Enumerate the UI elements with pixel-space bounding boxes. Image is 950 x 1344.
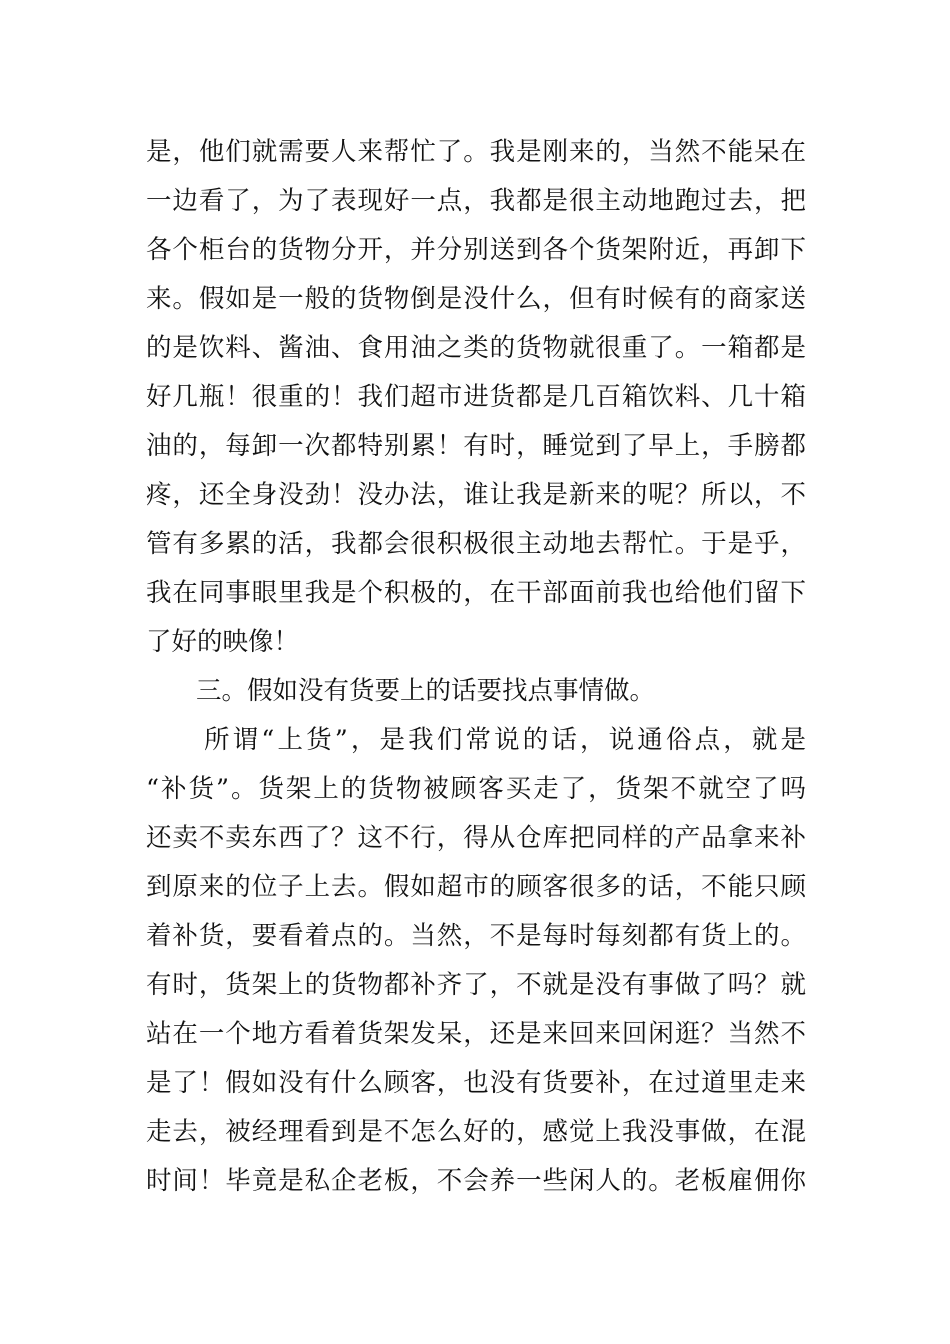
text-line: 站在一个地方看着货架发呆，还是来回来回闲逛？当然不 [146, 1019, 806, 1049]
text-line: 了好的映像！ [146, 627, 300, 657]
text-line: 到原来的位子上去。假如超市的顾客很多的话，不能只顾 [146, 872, 806, 902]
text-line: 来。假如是一般的货物倒是没什么，但有时候有的商家送 [146, 284, 806, 314]
text-line: 管有多累的活，我都会很积极很主动地去帮忙。于是乎， [146, 529, 806, 559]
text-line: 是了！假如没有什么顾客，也没有货要补，在过道里走来 [146, 1068, 806, 1098]
text-line: 的是饮料、酱油、食用油之类的货物就很重了。一箱都是 [146, 333, 806, 363]
text-line: 一边看了，为了表现好一点，我都是很主动地跑过去，把 [146, 186, 806, 216]
body-text [146, 128, 806, 1206]
text-line: 走去，被经理看到是不怎么好的，感觉上我没事做，在混 [146, 1117, 806, 1147]
text-line: 油的，每卸一次都特别累！有时，睡觉到了早上，手膀都 [146, 431, 806, 461]
text-line: 疼，还全身没劲！没办法，谁让我是新来的呢？所以，不 [146, 480, 806, 510]
text-line: 是，他们就需要人来帮忙了。我是刚来的，当然不能呆在 [146, 137, 806, 167]
text-line: “补货”。货架上的货物被顾客买走了，货架不就空了吗 [146, 774, 806, 804]
text-line: 好几瓶！很重的！我们超市进货都是几百箱饮料、几十箱 [146, 382, 806, 412]
text-line: 有时，货架上的货物都补齐了，不就是没有事做了吗？就 [146, 970, 806, 1000]
text-line: 着补货，要看着点的。当然，不是每时每刻都有货上的。 [146, 921, 806, 951]
text-line: 各个柜台的货物分开，并分别送到各个货架附近，再卸下 [146, 235, 806, 265]
text-line: 时间！毕竟是私企老板，不会养一些闲人的。老板雇佣你 [146, 1166, 806, 1196]
text-line: 还卖不卖东西了？这不行，得从仓库把同样的产品拿来补 [146, 823, 806, 853]
section-heading: 三。假如没有货要上的话要找点事情做。 [196, 676, 656, 706]
text-line: 我在同事眼里我是个积极的，在干部面前我也给他们留下 [146, 578, 806, 608]
text-line: 所谓“上货”，是我们常说的话，说通俗点，就是 [204, 725, 806, 755]
